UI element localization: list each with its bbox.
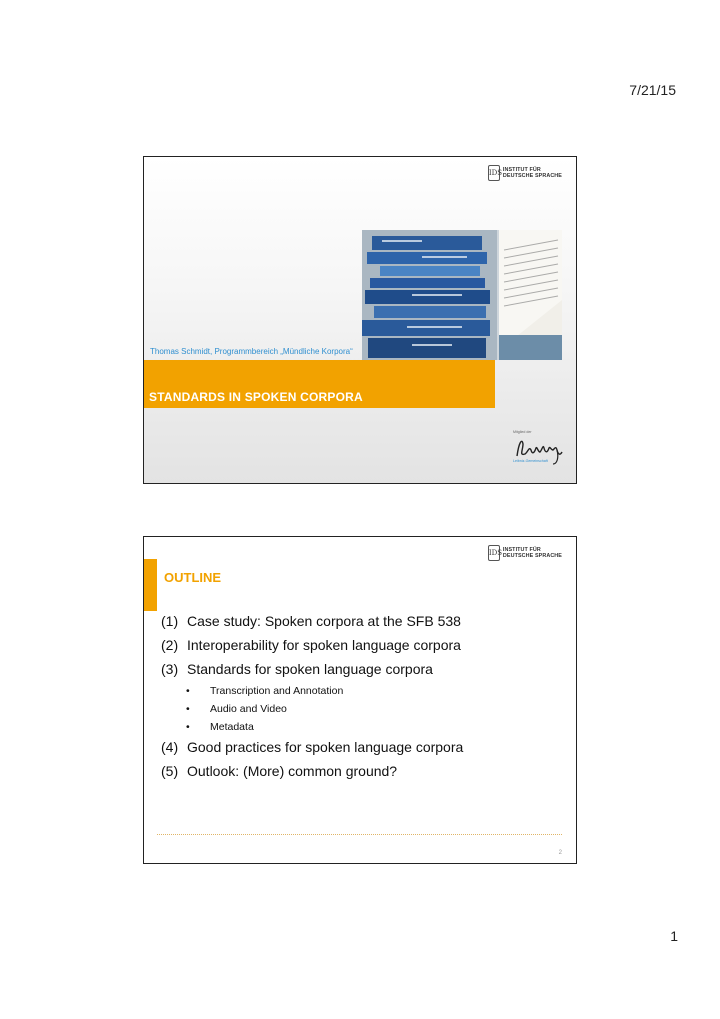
slide-title: STANDARDS IN SPOKEN CORPORA: [149, 390, 363, 404]
outline-subitem-text: Metadata: [210, 721, 254, 733]
outline-item: [161, 661, 570, 677]
bullet-icon: •: [186, 685, 190, 697]
outline-item: [161, 613, 570, 629]
ids-logo-line2: DEUTSCHE SPRACHE: [502, 173, 562, 179]
outline-item-text: Good practices for spoken language corpora: [187, 739, 464, 755]
ids-logo-line1: INSTITUT FÜR: [502, 547, 541, 553]
slide-author: Thomas Schmidt, Programmbereich „Mündliche Korpora“: [150, 347, 353, 356]
outline-item-number: (4): [161, 739, 179, 755]
ids-logo-text: [503, 547, 562, 559]
leibniz-gemeinschaft-label: Leibniz-Gemeinschaft: [513, 459, 548, 463]
bullet-icon: •: [186, 721, 190, 733]
ids-logo-mark: IDS: [488, 545, 500, 561]
outline-subitem: [186, 685, 570, 697]
bullet-icon: •: [186, 703, 190, 715]
books-photo: [362, 230, 562, 360]
ids-logo-text: [503, 167, 562, 179]
slide-number: 2: [558, 850, 562, 856]
outline-subitem: [186, 721, 570, 733]
outline-item-number: (3): [161, 661, 179, 677]
ids-logo-mark: IDS: [488, 165, 500, 181]
title-accent-bar: [144, 559, 157, 611]
title-slide: [143, 156, 577, 484]
outline-item-number: (1): [161, 613, 179, 629]
outline-item-text: Interoperability for spoken language corpora: [187, 637, 461, 653]
outline-list: [161, 613, 570, 787]
outline-item: [161, 637, 570, 653]
outline-item-text: Standards for spoken language corpora: [187, 661, 433, 677]
outline-title: OUTLINE: [164, 570, 222, 585]
ids-logo-line2: DEUTSCHE SPRACHE: [502, 553, 562, 559]
ids-logo-line1: INSTITUT FÜR: [502, 167, 541, 173]
page-date: 7/21/15: [629, 82, 676, 98]
leibniz-member-label: Mitglied der: [513, 430, 532, 434]
outline-item-number: (5): [161, 763, 179, 779]
footer-divider: [157, 834, 562, 835]
leibniz-logo: [513, 428, 563, 468]
outline-item: [161, 763, 570, 779]
outline-item-text: Case study: Spoken corpora at the SFB 538: [187, 613, 461, 629]
page-number: 1: [670, 928, 678, 944]
ids-logo: [488, 545, 562, 561]
outline-item: [161, 739, 570, 755]
outline-subitem-text: Audio and Video: [210, 703, 287, 715]
outline-subitem: [186, 703, 570, 715]
ids-logo: [488, 165, 562, 181]
outline-slide: [143, 536, 577, 864]
outline-subitem-text: Transcription and Annotation: [210, 685, 344, 697]
outline-item-text: Outlook: (More) common ground?: [187, 763, 398, 779]
outline-item-number: (2): [161, 637, 179, 653]
